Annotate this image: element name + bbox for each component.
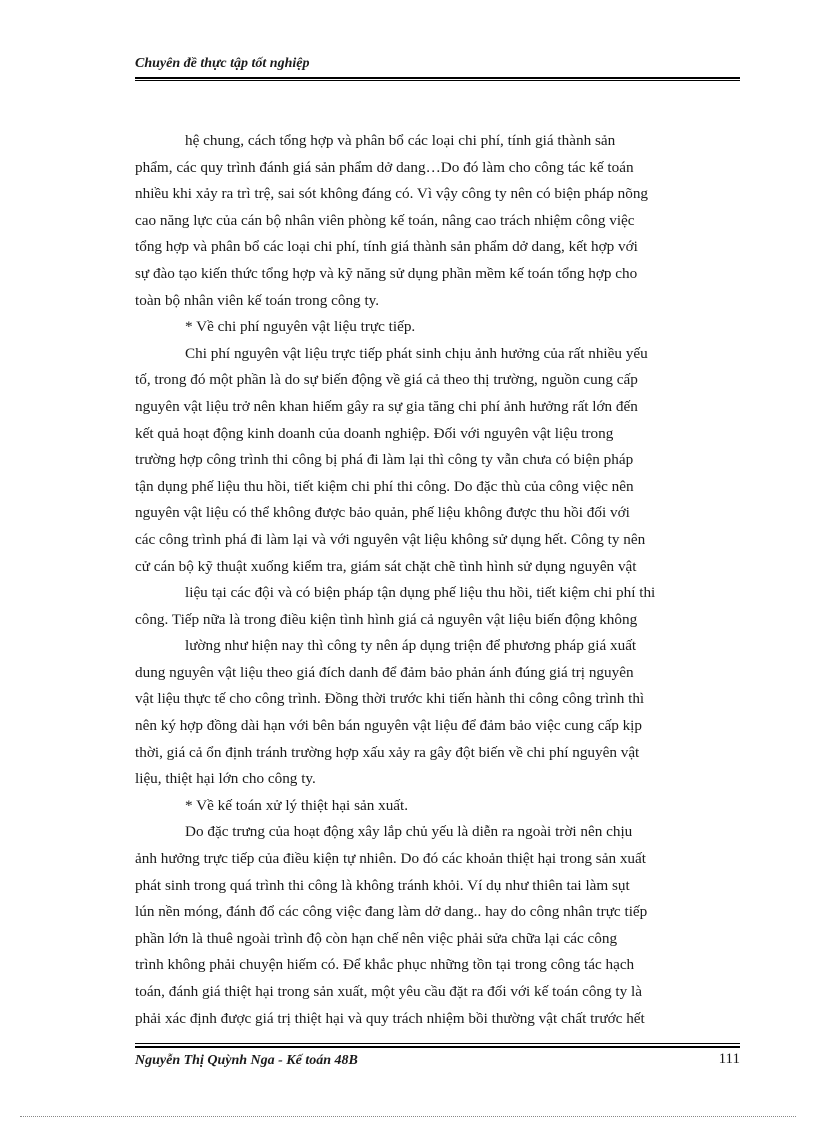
- text-line: toàn bộ nhân viên kế toán trong công ty.: [135, 291, 380, 309]
- text-line: nguyên vật liệu trở nên khan hiếm gây ra sự gia tăng chi phí ảnh hưởng rất lớn đến: [135, 397, 638, 415]
- text-line: kết quả hoạt động kinh doanh của doanh nghiệp. Đối với nguyên vật liệu trong: [135, 424, 614, 442]
- text-line: phẩm, các quy trình đánh giá sản phẩm dở dang…Do đó làm cho công tác kế toán: [135, 158, 634, 176]
- text-line: trình không phải chuyện hiếm có. Để khắc phục những tồn tại trong công tác hạch: [135, 956, 635, 974]
- text-line: cử cán bộ kỹ thuật xuống kiểm tra, giám sát chặt chẽ tình hình sử dụng nguyên vật: [135, 557, 637, 575]
- text-line: tố, trong đó một phần là do sự biến động về giá cả theo thị trường, nguồn cung cấp: [135, 371, 638, 389]
- text-line: Chi phí nguyên vật liệu trực tiếp phát sinh chịu ảnh hưởng của rất nhiều yếu: [185, 344, 648, 362]
- text-line: toán, đánh giá thiệt hại trong sản xuất, một yêu cầu đặt ra đối với kế toán công ty là: [135, 983, 642, 1000]
- text-line: dung nguyên vật liệu theo giá đích danh để đảm bảo phản ánh đúng giá trị nguyên: [135, 663, 634, 681]
- header-rule-thin: [135, 80, 740, 81]
- text-line: liệu, thiệt hại lớn cho công ty.: [135, 770, 316, 788]
- text-line: vật liệu thực tế cho công trình. Đồng thời trước khi tiến hành thi công công trình thì: [135, 690, 645, 708]
- text-line: thời, giá cả ổn định tránh trường hợp xấu xảy ra gây đột biến về chi phí nguyên vật: [135, 743, 640, 761]
- text-line: sự đào tạo kiến thức tổng hợp và kỹ năng sử dụng phần mềm kế toán tổng hợp cho: [135, 264, 638, 282]
- text-line: ảnh hưởng trực tiếp của điều kiện tự nhiên. Do đó các khoản thiệt hại trong sản xuất: [135, 850, 646, 868]
- text-line: công. Tiếp nữa là trong điều kiện tình hình giá cả nguyên vật liệu biến động không: [135, 610, 638, 628]
- text-line: cao năng lực của cán bộ nhân viên phòng kế toán, nâng cao trách nhiệm công việc: [135, 211, 635, 229]
- text-line: tận dụng phế liệu thu hồi, tiết kiệm chi phí thi công. Do đặc thù của công việc nên: [135, 477, 634, 495]
- page-number: 111: [718, 1051, 740, 1067]
- text-line: phần lớn là thuê ngoài trình độ còn hạn chế nên việc phải sửa chữa lại các công: [135, 929, 618, 947]
- text-line: * Về chi phí nguyên vật liệu trực tiếp.: [185, 318, 416, 336]
- text-line: phải xác định được giá trị thiệt hại và quy trách nhiệm bồi thường vật chất trước hết: [135, 1009, 645, 1027]
- footer-rule-thin: [135, 1043, 740, 1044]
- text-line: lún nền móng, đánh đổ các công việc đang làm dở dang.. hay do công nhân trực tiếp: [135, 903, 648, 921]
- text-line: nguyên vật liệu có thể không được bảo quản, phế liệu không được thu hồi đối với: [135, 504, 630, 522]
- footer-rule: [135, 1046, 740, 1048]
- text-line: các công trình phá đi làm lại và với nguyên vật liệu không sử dụng hết. Công ty nên: [135, 530, 646, 548]
- text-line: Do đặc trưng của hoạt động xây lắp chủ yếu là diễn ra ngoài trời nên chịu: [185, 823, 633, 841]
- text-line: nên ký hợp đồng dài hạn với bên bán nguyên vật liệu để đảm bảo việc cung cấp kịp: [135, 717, 642, 735]
- text-line: lường như hiện nay thì công ty nên áp dụng triện để phương pháp giá xuất: [185, 637, 637, 655]
- text-line: nhiều khi xảy ra trì trệ, sai sót không đáng có. Vì vậy công ty nên có biện pháp nõng: [135, 185, 649, 203]
- text-line: phát sinh trong quá trình thi công là không tránh khỏi. Ví dụ như thiên tai làm sụt: [135, 876, 630, 894]
- text-line: liệu tại các đội và có biện pháp tận dụng phế liệu thu hồi, tiết kiệm chi phí thi: [185, 584, 656, 602]
- header-rule: [135, 77, 740, 79]
- body-text: [135, 128, 740, 1032]
- text-line: hệ chung, cách tổng hợp và phân bổ các loại chi phí, tính giá thành sản: [185, 132, 616, 149]
- page-bottom-dotted-line: [20, 1116, 796, 1117]
- footer-author: Nguyễn Thị Quỳnh Nga - Kế toán 48B: [135, 1053, 358, 1068]
- text-line: trường hợp công trình thi công bị phá đi làm lại thì công ty vẫn chưa có biện pháp: [135, 451, 634, 469]
- text-line: * Về kế toán xử lý thiệt hại sản xuất.: [185, 796, 409, 814]
- text-line: tổng hợp và phân bổ các loại chi phí, tính giá thành sản phẩm dở dang, kết hợp với: [135, 238, 638, 256]
- page-header-title: Chuyên đề thực tập tốt nghiệp: [135, 56, 310, 71]
